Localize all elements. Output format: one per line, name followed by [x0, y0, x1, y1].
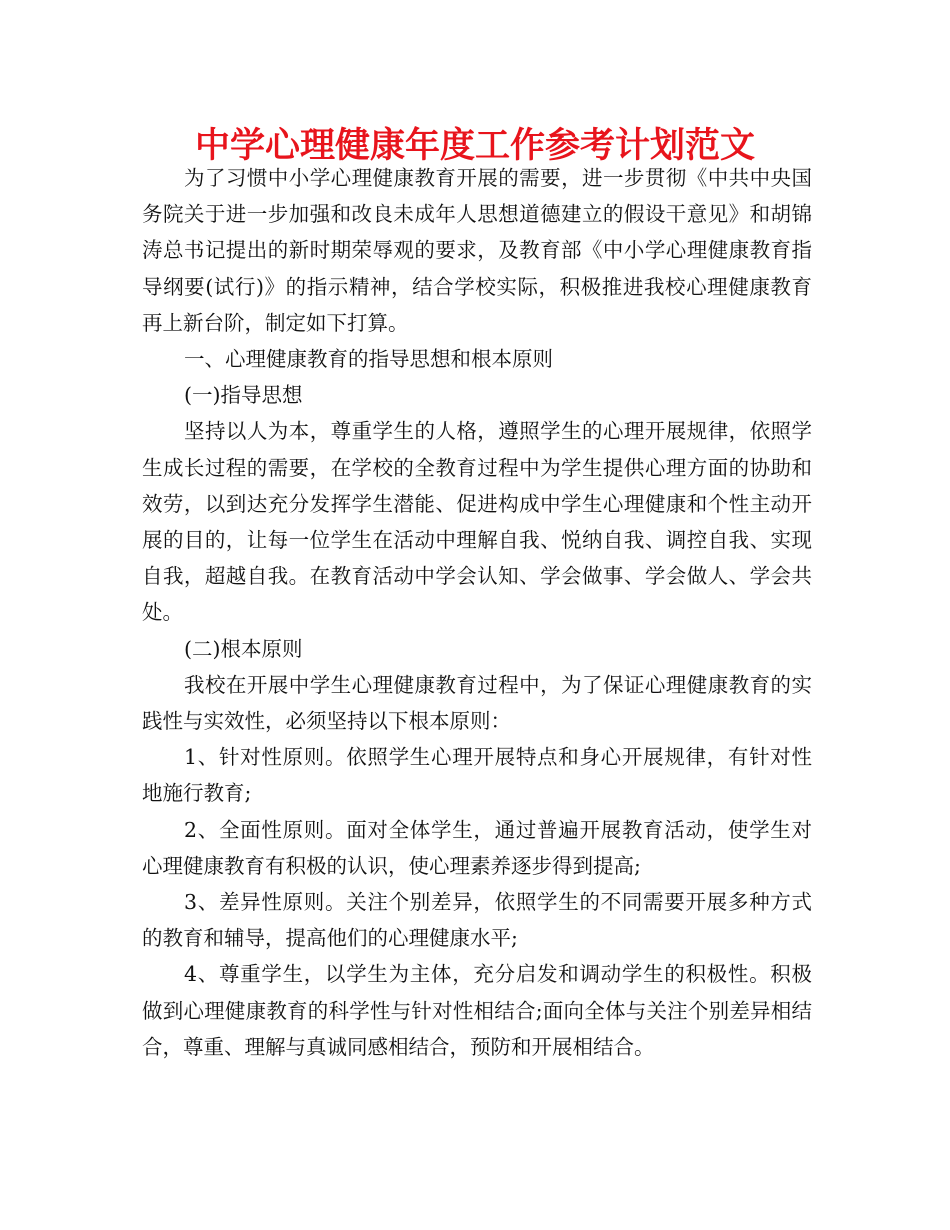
heading-section-1: 一、心理健康教育的指导思想和根本原则: [184, 347, 554, 372]
list-item-principle-2: 2、全面性原则。面对全体学生，通过普遍开展教育活动，使学生对心理健康教育有积极的认识，使心理素养逐步得到提高;: [142, 817, 812, 878]
list-item-principle-4: 4、尊重学生，以学生为主体，充分启发和调动学生的积极性。积极做到心理健康教育的科学性与针对性相结合;面向全体与关注个别差异相结合，尊重、理解与真诚同感相结合，预防和开展相结合。: [142, 962, 812, 1059]
paragraph-principles-intro: 我校在开展中学生心理健康教育过程中，为了保证心理健康教育的实践性与实效性，必须坚持以下根本原则：: [142, 672, 812, 734]
subheading-basic-principles: (二)根本原则: [184, 636, 303, 661]
subheading-guiding-ideology: (一)指导思想: [184, 383, 303, 408]
list-item-principle-3: 3、差异性原则。关注个别差异，依照学生的不同需要开展多种方式的教育和辅导，提高他们的心理健康水平;: [142, 890, 812, 951]
document-title: 中学心理健康年度工作参考计划范文: [194, 126, 755, 166]
paragraph-guiding-ideology: 坚持以人为本，尊重学生的人格，遵照学生的心理开展规律，依照学生成长过程的需要，在学校的全教育过程中为学生提供心理方面的协助和效劳，以到达充分发挥学生潜能、促进构成中学生心理健康和个性主动开展的目的，让每一位学生在活动中理解自我、悦纳自我、调控自我、实现自我，超越自我。在教育活动中学会认知、学会做事、学会做人、学会共处。: [142, 419, 812, 625]
list-item-principle-1: 1、针对性原则。依照学生心理开展特点和身心开展规律，有针对性地施行教育;: [142, 745, 812, 806]
paragraph-intro: 为了习惯中小学心理健康教育开展的需要，进一步贯彻《中共中央国务院关于进一步加强和改良未成年人思想道德建立的假设干意见》和胡锦涛总书记提出的新时期荣辱观的要求，及教育部《中小学心理健康教育指导纲要(试行)》的指示精神，结合学校实际，积极推进我校心理健康教育再上新台阶，制定如下打算。: [142, 166, 812, 335]
document-body: [142, 160, 812, 1065]
